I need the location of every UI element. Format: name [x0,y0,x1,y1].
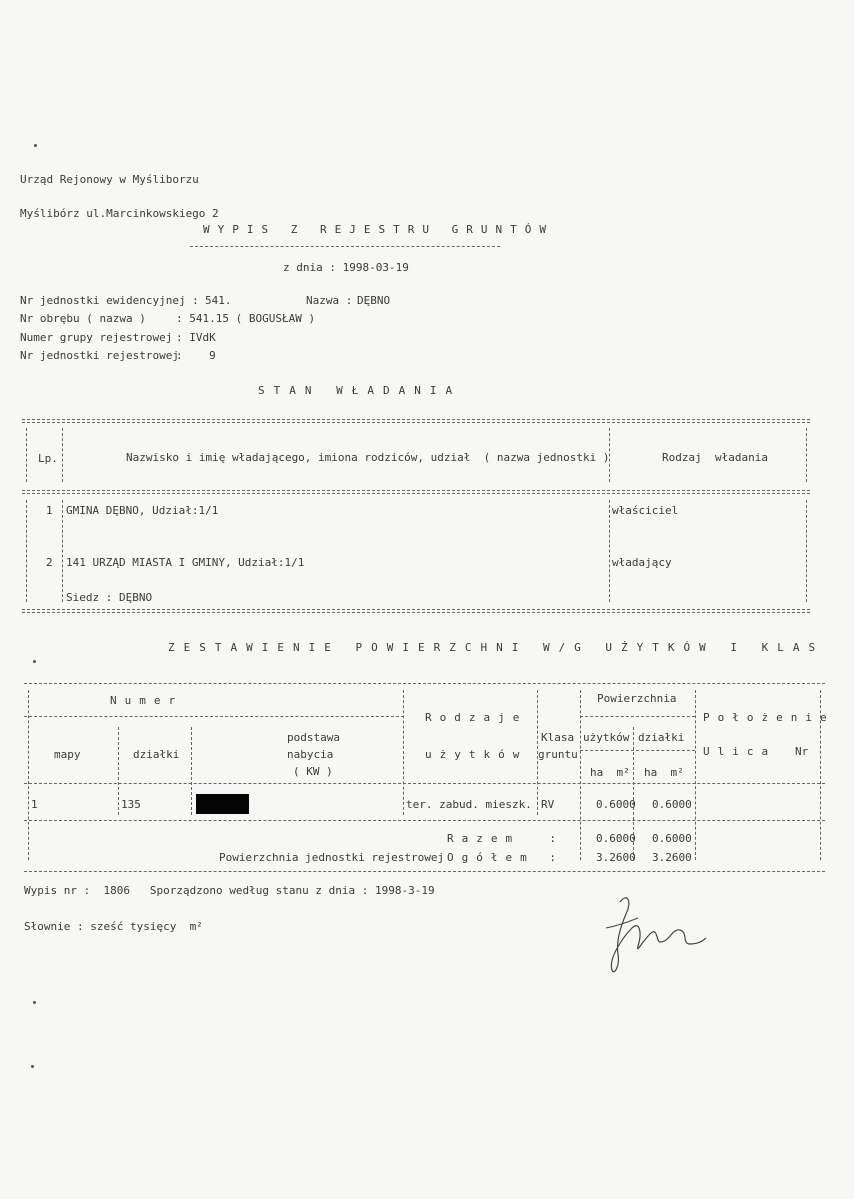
header-uzytkow: użytków [425,748,528,761]
owner-lp: 1 [46,504,53,517]
razem-uzytkow: 0.6000 [596,832,636,845]
row-pow-dzialki: 0.6000 [652,798,692,811]
ownership-vline [806,428,807,482]
precinct-label: Nr obrębu ( nazwa ) [20,312,146,325]
header-kw: ( KW ) [293,765,333,778]
header-numer: Numer [110,694,184,707]
summary-vline [118,727,119,815]
ownership-vline [806,500,807,602]
razem-dzialki: 0.6000 [652,832,692,845]
row-dzialki: 135 [121,798,141,811]
precinct-value: : 541.15 ( BOGUSŁAW ) [176,312,316,325]
group-label: Numer grupy rejestrowej [20,331,173,344]
header-powierzchnia: Powierzchnia [597,692,677,705]
punch-mark [33,1001,36,1004]
header-ulica: Ulica [703,745,777,758]
row-klasa: RV [541,798,555,811]
ownership-bottom-border [22,609,810,613]
unit-label: Nr jednostki ewidencyjnej : [20,294,199,307]
col-kind: Rodzaj władania [662,451,768,464]
header-rodzaje: Rodzaje [425,711,528,724]
header-ha-m2: ha m² [644,766,684,779]
ogolem-prefix: Powierzchnia jednostki rejestrowej [219,851,445,864]
office-name: Urząd Rejonowy w Myśliborzu [20,173,199,186]
col-name: Nazwisko i imię władającego, imiona rodziców, udział ( nazwa jednostki ) [126,451,610,464]
punch-mark [34,144,37,147]
ownership-header-border [22,490,810,494]
owner-kind: władający [612,556,672,569]
owner-name: GMINA DĘBNO, Udział:1/1 [66,504,219,517]
reg-label: Nr jednostki rejestrowej [20,349,179,362]
name-label: Nazwa : [306,294,353,307]
summary-vline [28,690,29,860]
row-pow-uzytkow: 0.6000 [596,798,636,811]
header-mapy: mapy [54,748,81,761]
reg-value: : 9 [176,349,216,362]
name-value: DĘBNO [357,294,391,307]
summary-vline [403,690,404,815]
office-address: Myślibórz ul.Marcinkowskiego 2 [20,207,219,220]
header-gruntu: gruntu [538,748,578,761]
document-title: WYPIS Z REJESTRU GRUNTÓW [203,223,554,236]
title-underline [190,246,500,247]
header-nabycia: nabycia [287,748,334,761]
ogolem-label: Ogółem : [447,851,564,864]
punch-mark [31,1065,34,1068]
summary-bottom-border [24,871,825,872]
unit-value: 541. [205,294,232,307]
ownership-vline [26,428,27,482]
header-klasa: Klasa [541,731,575,744]
owner-seat: Siedz : DĘBNO [66,591,153,604]
header-uzytkow-area: użytków [583,731,630,744]
ownership-vline [609,500,610,602]
header-ha-m2: ha m² [590,766,630,779]
ownership-vline [26,500,27,602]
ownership-top-border [22,419,810,423]
summary-vline [191,727,192,815]
summary-top-border [24,683,825,684]
owner-kind: właściciel [612,504,679,517]
header-polozenie: Położenie [703,711,835,724]
summary-pow-border [580,716,695,717]
summary-row-border [24,820,825,821]
ogolem-uzytkow: 3.2600 [596,851,636,864]
owner-name: 141 URZĄD MIASTA I GMINY, Udział:1/1 [66,556,305,569]
wypis-number-line: Wypis nr : 1806 Sporządzono według stanu z dnia : 1998-3-19 [24,884,435,897]
ownership-vline [62,428,63,482]
handwritten-signature [598,888,708,980]
ogolem-dzialki: 3.2600 [652,851,692,864]
ownership-vline [62,500,63,602]
row-rodzaj: ter. zabud. mieszk. [406,798,532,811]
owner-lp: 2 [46,556,53,569]
col-lp: Lp. [38,452,58,465]
summary-sub-border [580,750,695,751]
ownership-title: STAN WŁADANIA [258,384,462,397]
punch-mark [33,660,36,663]
row-mapy: 1 [31,798,38,811]
amount-in-words: Słownie : sześć tysięcy m² [24,920,203,933]
header-dzialki: działki [133,748,180,761]
header-podstawa: podstawa [287,731,340,744]
header-nr: Nr [795,745,809,758]
summary-vline [580,690,581,860]
redaction-box [196,794,249,814]
summary-vline [695,690,696,860]
summary-title: ZESTAWIENIE POWIERZCHNI W/G UŻYTKÓW I KLAS [168,641,825,654]
summary-numer-border [24,716,404,717]
header-dzialki-area: działki [638,731,685,744]
summary-row-border [24,783,825,784]
group-value: : IVdK [176,331,216,344]
document-date: z dnia : 1998-03-19 [283,261,409,274]
razem-label: Razem : [447,832,564,845]
